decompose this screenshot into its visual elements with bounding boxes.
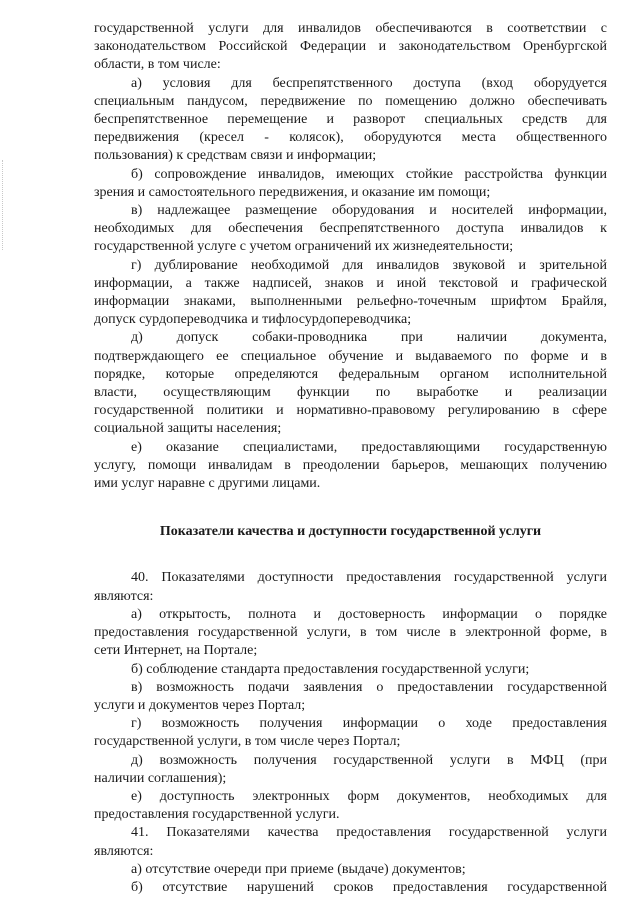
text-line: государственной политики и нормативно-правовому регулированию в сфере — [94, 403, 607, 419]
accessibility-conditions-text — [94, 20, 607, 493]
text-line: предоставления государственной услуги. — [94, 807, 340, 823]
text-line: а) отсутствие очереди при приеме (выдаче) документов; — [131, 861, 466, 877]
text-line: сети Интернет, на Портале; — [94, 643, 258, 659]
text-line: порядке, которые определяются федеральным органом исполнительной — [94, 366, 607, 382]
text-line: д) возможность получения государственной услуги в МФЦ (при — [131, 752, 607, 768]
text-line: г) дублирование необходимой для инвалидов звуковой и зрительной — [131, 257, 607, 273]
text-line: государственной услуги для инвалидов обеспечиваются в соответствии с — [94, 21, 607, 36]
text-line: в) возможность подачи заявления о предоставлении государственной — [131, 679, 607, 695]
scan-margin-mark — [2, 160, 5, 250]
text-line: беспрепятственное перемещение и разворот специальных средств для — [94, 112, 607, 128]
section-heading: Показатели качества и доступности государственной услуги — [159, 524, 542, 540]
text-line: а) условия для беспрепятственного доступа (вход оборудуется — [131, 75, 607, 91]
text-line: ими услуг наравне с другими лицами. — [94, 476, 321, 492]
text-line: законодательством Российской Федерации и законодательством Оренбургской — [94, 39, 607, 55]
text-line: предоставления государственной услуги, в том числе в электронной форме, в — [94, 625, 607, 641]
text-line: б) отсутствие нарушений сроков предоставления государственной — [131, 879, 607, 895]
text-line: области, в том числе: — [94, 57, 221, 73]
text-line: в) надлежащее размещение оборудования и носителей информации, — [131, 203, 607, 219]
text-line: передвижения (кресел - колясок), оборудуются места общественного — [94, 130, 607, 146]
text-line: информации знаками, выполненными рельефно-точечным шрифтом Брайля, — [94, 294, 607, 310]
text-line: необходимых для обеспечения беспрепятственного доступа инвалидов к — [94, 221, 607, 237]
text-line: д) допуск собаки-проводника при наличии документа, — [131, 330, 607, 346]
text-line: 41. Показателями качества предоставления государственной услуги — [131, 825, 607, 841]
text-line: наличии соглашения); — [94, 770, 227, 786]
text-line: информации, а также надписей, знаков и иной текстовой и графической — [94, 275, 607, 291]
text-line: социальной защиты населения; — [94, 421, 282, 437]
text-line: подтверждающего ее специальное обучение и выдаваемого по форме и в — [94, 348, 607, 364]
text-line: а) открытость, полнота и достоверность информации о порядке — [131, 606, 607, 622]
text-line: е) доступность электронных форм документов, необходимых для — [131, 788, 607, 804]
text-line: власти, осуществляющим функции по выработке и реализации — [94, 385, 607, 401]
text-line: государственной услуги, в том числе через Портал; — [94, 734, 401, 750]
text-line: государственной услуге с учетом ограничений их жизнедеятельности; — [94, 239, 514, 255]
text-line: е) оказание специалистами, предоставляющими государственную — [131, 439, 607, 455]
text-line: б) сопровождение инвалидов, имеющих стойкие расстройства функции — [131, 166, 607, 182]
quality-indicators-text — [94, 569, 607, 897]
text-line: услуги и документов через Портал; — [94, 697, 306, 713]
text-line: пользования) к средствам связи и информации; — [94, 148, 377, 164]
text-line: 40. Показателями доступности предоставления государственной услуги — [131, 570, 607, 586]
text-line: услугу, помощи инвалидам в преодолении барьеров, мешающих получению — [94, 457, 607, 473]
text-line: зрения и самостоятельного передвижения, и оказание им помощи; — [94, 184, 491, 200]
text-line: допуск сурдопереводчика и тифлосурдопереводчика; — [94, 312, 412, 328]
text-line: специальным пандусом, передвижение по помещению должно обеспечивать — [94, 93, 607, 109]
text-line: являются: — [94, 843, 154, 859]
text-line: б) соблюдение стандарта предоставления государственной услуги; — [131, 661, 530, 677]
text-line: г) возможность получения информации о ходе предоставления — [131, 716, 607, 732]
text-line: являются: — [94, 588, 154, 604]
